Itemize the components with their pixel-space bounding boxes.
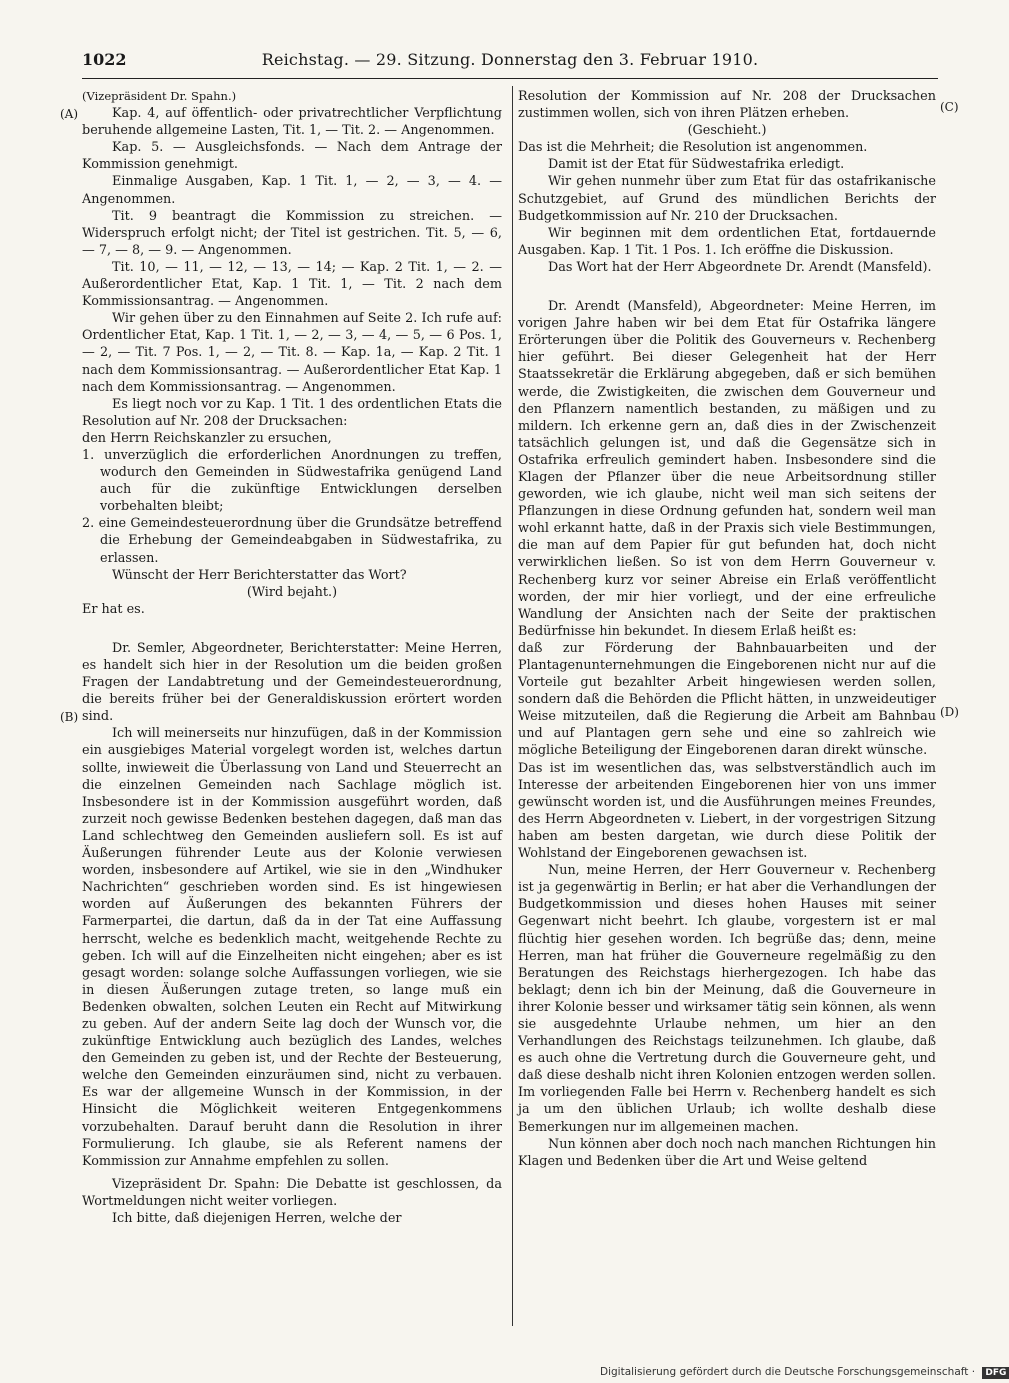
footer-text: Digitalisierung gefördert durch die Deutsche Forschungsgemeinschaft ·: [600, 1366, 976, 1378]
spacer: [82, 618, 502, 640]
header-rule: [82, 78, 938, 79]
paragraph: Er hat es.: [82, 601, 145, 617]
paragraph: Es liegt noch vor zu Kap. 1 Tit. 1 des ordentlichen Etats die Resolution auf Nr. 208 der Drucksachen:: [82, 396, 502, 429]
quoted-decree: daß zur Förderung der Bahnbauarbeiten und der Plantagenunternehmungen die Eingeborenen nicht nur auf die Vorteile gut bezahlter Arbeit hingewiesen werden sollen, sondern daß die Behörden die Pflicht hätten, in unzweideutiger Weise mitzuteilen, daß die Regierung die Arbeit am Bahnbau und auf Plantagen gern sehe und eine so zahlreich wie mögliche Beteiligung der Eingeborenen daran direkt wünsche.: [518, 640, 936, 759]
spacer: [518, 276, 936, 298]
speech-semler-body: Ich will meinerseits nur hinzufügen, daß in der Kommission ein ausgiebiges Material vorgelegt worden ist, welches dartun sollte, inwieweit die Überlassung von Land und Steuerrecht an die einzelnen Gemeinden nach Sachlage möglich ist. Insbesondere ist in der Kommission ausgeführt worden, daß zurzeit noch gewisse Bedenken bestehen dagegen, daß man das Land schlechtweg den Gemeinden ausliefern soll. Es ist auf Äußerungen führender Leute aus der Kolonie verwiesen worden, insbesondere auf Artikel, wie sie in den „Windhuker Nachrichten“ geschrieben worden sind. Es ist hingewiesen worden auf Äußerungen des bekannten Führers der Farmerpartei, die dartun, daß da in der Tat eine Auffassung herrscht, welche es bedenklich macht, weitgehende Rechte zu geben. Ich will auf die Einzelheiten nicht eingehen; aber es ist gesagt worden: solange solche Auffassungen vorliegen, wie sie in diesen Äußerungen zutage treten, so lange muß ein Bedenken obwalten, solchen Leuten ein Recht auf Mitwirkung zu geben. Auf der andern Seite lag doch der Wunsch vor, die zukünftige Entwicklung auch bezüglich des Landes, welches den Gemeinden zu geben ist, und der Rechte der Besteuerung, welche den Gemeinden einzuräumen sind, nicht zu verbauen. Es war der allgemeine Wunsch in der Kommission, in der Hinsicht die Möglichkeit weiteren Entgegenkommens vorzubehalten. Darauf beruht dann die Resolution in ihrer Formulierung. Ich glaube, sie als Referent namens der Kommission zur Annahme empfehlen zu sollen.: [82, 726, 502, 1169]
speech-arendt-intro: Dr. Arendt (Mansfeld), Abgeordneter: Meine Herren, im vorigen Jahre haben wir bei dem Etat für Ostafrika längere Erörterungen über die Politik des Gouverneurs v. Rechenberg hier geführt. Bei dieser Gelegenheit hat der Herr Staatssekretär die Erklärung abgegeben, daß er sich bemühen werde, die Zwistigkeiten, die zwischen dem Gouverneur und den Pflanzern namentlich bestanden, zu mäßigen und zu mildern. Ich erkenne gern an, daß dies in der Zwischenzeit tatsächlich gelungen ist, und daß die Gegensätze sich in Ostafrika erfreulich gemindert haben. Insbesondere sind die Klagen der Pflanzer über die neue Arbeitsordnung stiller geworden, wie ich glaube, nicht weil man sich seitens der Pflanzungen in diese Ordnung gefunden hat, sondern weil man wohl erkannt hatte, daß in der Praxis sich viele Bestimmungen, die man auf dem Papier für gut befunden hat, doch nicht verwirklichen ließen. So ist von dem Herrn Gouverneur v. Rechenberg kurz vor seiner Abreise ein Erlaß veröffentlicht worden, der mir hier vorliegt, und der eine erfreuliche Wandlung der Ansichten nach der Seite der praktischen Bedürfnisse hin bekundet. In diesem Erlaß heißt es:: [518, 299, 936, 639]
resolution-item: 1. unverzüglich die erforderlichen Anordnungen zu treffen, wodurch den Gemeinden in Südwestafrika genügend Land auch für die zukünftige Entwicklungen derselben vorbehalten bleibt;: [82, 447, 502, 515]
paragraph: Wir gehen nunmehr über zum Etat für das ostafrikanische Schutzgebiet, auf Grund des mündlichen Berichts der Budgetkommission auf Nr. 210 der Drucksachen.: [518, 174, 936, 224]
speech-spahn: Vizepräsident Dr. Spahn: Die Debatte ist geschlossen, da Wortmeldungen nicht weiter vorliegen.: [82, 1176, 502, 1209]
resolution-intro: den Herrn Reichskanzler zu ersuchen,: [82, 430, 332, 446]
page-number: 1022: [82, 50, 127, 69]
paragraph: Wünscht der Herr Berichterstatter das Wort?: [112, 567, 407, 583]
paragraph: Kap. 5. — Ausgleichsfonds. — Nach dem Antrage der Kommission genehmigt.: [82, 140, 502, 173]
page-header: [82, 50, 938, 76]
paragraph: Das Wort hat der Herr Abgeordnete Dr. Arendt (Mansfeld).: [548, 259, 932, 275]
margin-mark-d: (D): [940, 705, 959, 719]
paragraph: Resolution der Kommission auf Nr. 208 der Drucksachen zustimmen wollen, sich von ihren Plätzen erheben.: [518, 89, 936, 122]
paragraph: Einmalige Ausgaben, Kap. 1 Tit. 1, — 2, — 3, — 4. — Angenommen.: [82, 174, 502, 207]
speaker-note: (Vizepräsident Dr. Spahn.): [82, 89, 237, 103]
paragraph: Ich bitte, daß diejenigen Herren, welche der: [112, 1211, 402, 1226]
speech-semler-intro: Dr. Semler, Abgeordneter, Berichterstatter: Meine Herren, es handelt sich hier in der Resolution um die beiden großen Fragen der Landabtretung und der Gemeindesteuerordnung, die bereits früher bei der Generaldiskussion erörtert worden sind.: [82, 640, 502, 725]
paragraph: Damit ist der Etat für Südwestafrika erledigt.: [548, 157, 845, 173]
column-divider: [512, 86, 513, 1326]
margin-mark-c: (C): [940, 100, 959, 114]
paragraph: Tit. 10, — 11, — 12, — 13, — 14; — Kap. 2 Tit. 1, — 2. — Außerordentlicher Etat, Kap. 1 Tit. 1, — Tit. 2 nach dem Kommissionsantrag. — Angenommen.: [82, 259, 502, 310]
stage-direction: (Geschieht.): [687, 123, 767, 139]
paragraph: Das ist die Mehrheit; die Resolution ist angenommen.: [518, 140, 868, 156]
paragraph: Wir gehen über zu den Einnahmen auf Seite 2. Ich rufe auf: Ordentlicher Etat, Kap. 1 Tit. 1, — 2, — 3, — 4, — 5, — 6 Pos. 1, — 2, — Tit. 7 Pos. 1, — 2, — Tit. 8. — Kap. 1a, — Kap. 2 Tit. 1 nach dem Kommissionsantrag. — Außerordentlicher Etat Kap. 1 nach dem Kommissionsantrag. — Angenommen.: [82, 311, 502, 395]
running-head: Reichstag. — 29. Sitzung. Donnerstag den 3. Februar 1910.: [261, 50, 759, 69]
paragraph: Wir beginnen mit dem ordentlichen Etat, fortdauernde Ausgaben. Kap. 1 Tit. 1 Pos. 1. Ich eröffne die Diskussion.: [518, 225, 936, 258]
right-column: [518, 88, 936, 1170]
resolution-item: 2. eine Gemeindesteuerordnung über die Grundsätze betreffend die Erhebung der Gemeindeabgaben in Südwestafrika, zu erlassen.: [82, 516, 502, 566]
paragraph: Tit. 9 beantragt die Kommission zu streichen. — Widerspruch erfolgt nicht; der Titel ist gestrichen. Tit. 5, — 6, — 7, — 8, — 9. — Angenommen.: [82, 208, 502, 258]
paragraph: Nun können aber doch noch nach manchen Richtungen hin Klagen und Bedenken über die Art und Weise geltend: [518, 1136, 936, 1169]
dfg-logo: DFG: [982, 1367, 1009, 1379]
digitization-footer: [600, 1366, 1009, 1379]
margin-mark-a: (A): [60, 107, 79, 121]
paragraph: Kap. 4, auf öffentlich- oder privatrechtlicher Verpflichtung beruhende allgemeine Lasten, Tit. 1, — Tit. 2. — Angenommen.: [82, 106, 502, 139]
paragraph: Nun, meine Herren, der Herr Gouverneur v. Rechenberg ist ja gegenwärtig in Berlin; er hat aber die Verhandlungen der Budgetkommission und dieses hohen Hauses mit seiner Gegenwart nicht beehrt. Ich glaube, vorgestern ist er mal flüchtig hier gesehen worden. Ich begrüße das; denn, meine Herren, man hat früher die Gouverneure regelmäßig zu den Beratungen des Reichstags hierhergezogen. Ich habe das beklagt; denn ich bin der Meinung, daß die Gouverneure in ihrer Kolonie besser und wirksamer tätig sein können, als wenn sie ausgedehnte Urlaube nehmen, um hier an den Verhandlungen des Reichstags teilzunehmen. Ich glaube, daß es auch ohne die Vertretung durch die Gouverneure geht, und daß diese deshalb nicht ihren Kolonien entzogen werden sollen. Im vorliegenden Falle bei Herrn v. Rechenberg handelt es sich ja um den üblichen Urlaub; ich wollte deshalb diese Bemerkungen nur im allgemeinen machen.: [518, 863, 936, 1135]
stage-direction: (Wird bejaht.): [246, 584, 338, 600]
margin-mark-b: (B): [60, 710, 79, 724]
paragraph: Das ist im wesentlichen das, was selbstverständlich auch im Interesse der arbeitenden Eingeborenen hier von uns immer gewünscht worden ist, und die Ausführungen meines Freundes, des Herrn Abgeordneten v. Liebert, in der vorgestrigen Sitzung haben am besten dargetan, wie durch diese Politik der Wohlstand der Eingeborenen gewachsen ist.: [518, 760, 936, 862]
left-column: [82, 88, 502, 1227]
